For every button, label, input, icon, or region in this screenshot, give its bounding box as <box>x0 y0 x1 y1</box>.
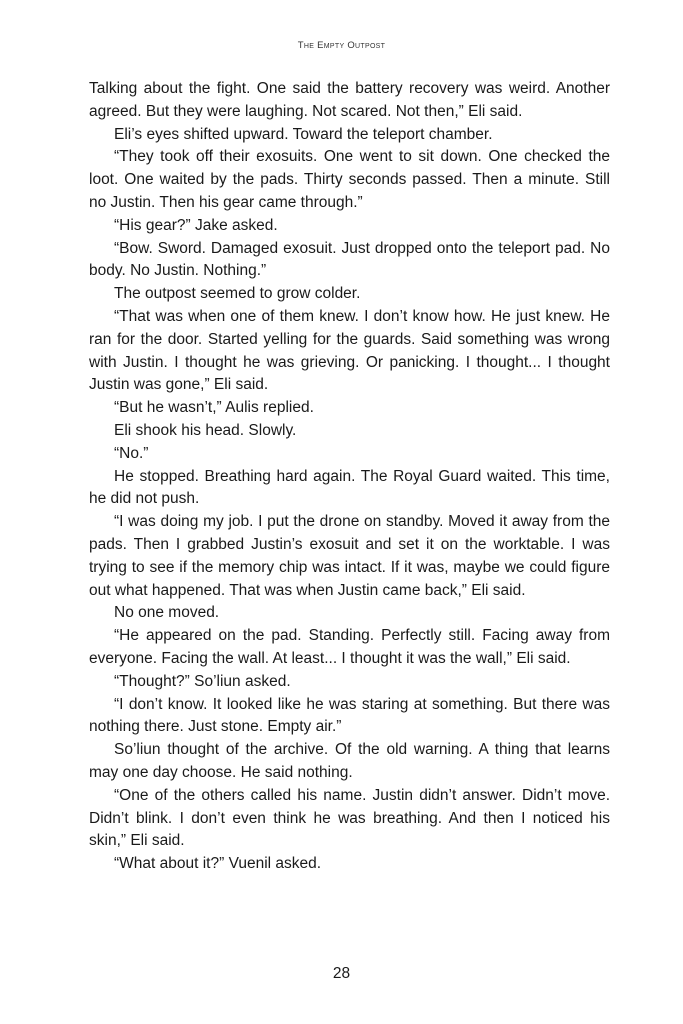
paragraph: No one moved. <box>114 604 220 622</box>
paragraph: “I don’t know. It looked like he was staring at something. But there was nothing there. Just stone. Empty air.” <box>89 695 610 736</box>
paragraph: “One of the others called his name. Justin didn’t answer. Didn’t move. Didn’t blink. I don’t even think he was breathing. And then I noticed his skin,” Eli said. <box>89 786 610 850</box>
paragraph: So’liun thought of the archive. Of the old warning. A thing that learns may one day choose. He said nothing. <box>89 741 610 781</box>
paragraph: He stopped. Breathing hard again. The Royal Guard waited. This time, he did not push. <box>89 467 610 508</box>
paragraph: “Thought?” So’liun asked. <box>114 672 291 690</box>
paragraph: Eli shook his head. Slowly. <box>114 421 297 439</box>
paragraph: “Bow. Sword. Damaged exosuit. Just dropped onto the teleport pad. No body. No Justin. Nothing.” <box>89 239 610 280</box>
paragraph: “He appeared on the pad. Standing. Perfectly still. Facing away from everyone. Facing the wall. At least... I thought it was the wall,” Eli said. <box>89 627 610 667</box>
page-number: 28 <box>332 965 351 982</box>
body-text <box>89 78 610 876</box>
paragraph: Eli’s eyes shifted upward. Toward the teleport chamber. <box>114 125 493 143</box>
paragraph: “His gear?” Jake asked. <box>114 216 278 234</box>
paragraph: “That was when one of them knew. I don’t know how. He just knew. He ran for the door. Started yelling for the guards. Said something was wrong with Justin. I thought he was grieving. Or panicking. I thought... I thought Justin was gone,” Eli said. <box>89 307 610 394</box>
paragraph: Talking about the fight. One said the battery recovery was weird. Another agreed. But they were laughing. Not scared. Not then,” Eli said. <box>89 80 610 120</box>
paragraph: The outpost seemed to grow colder. <box>114 285 361 303</box>
paragraph: “What about it?” Vuenil asked. <box>114 855 322 873</box>
running-title: The Empty Outpost <box>297 40 386 51</box>
paragraph: “No.” <box>114 444 149 462</box>
paragraph: “They took off their exosuits. One went to sit down. One checked the loot. One waited by the pads. Thirty seconds passed. Then a minute. Still no Justin. Then his gear came through.” <box>89 148 610 211</box>
paragraph: “But he wasn’t,” Aulis replied. <box>114 399 314 417</box>
paragraph: “I was doing my job. I put the drone on standby. Moved it away from the pads. Then I grabbed Justin’s exosuit and set it on the worktable. I was trying to see if the memory chip was intact. If it was, maybe we could figure out what happened. That was when Justin came back,” Eli said. <box>89 513 610 599</box>
